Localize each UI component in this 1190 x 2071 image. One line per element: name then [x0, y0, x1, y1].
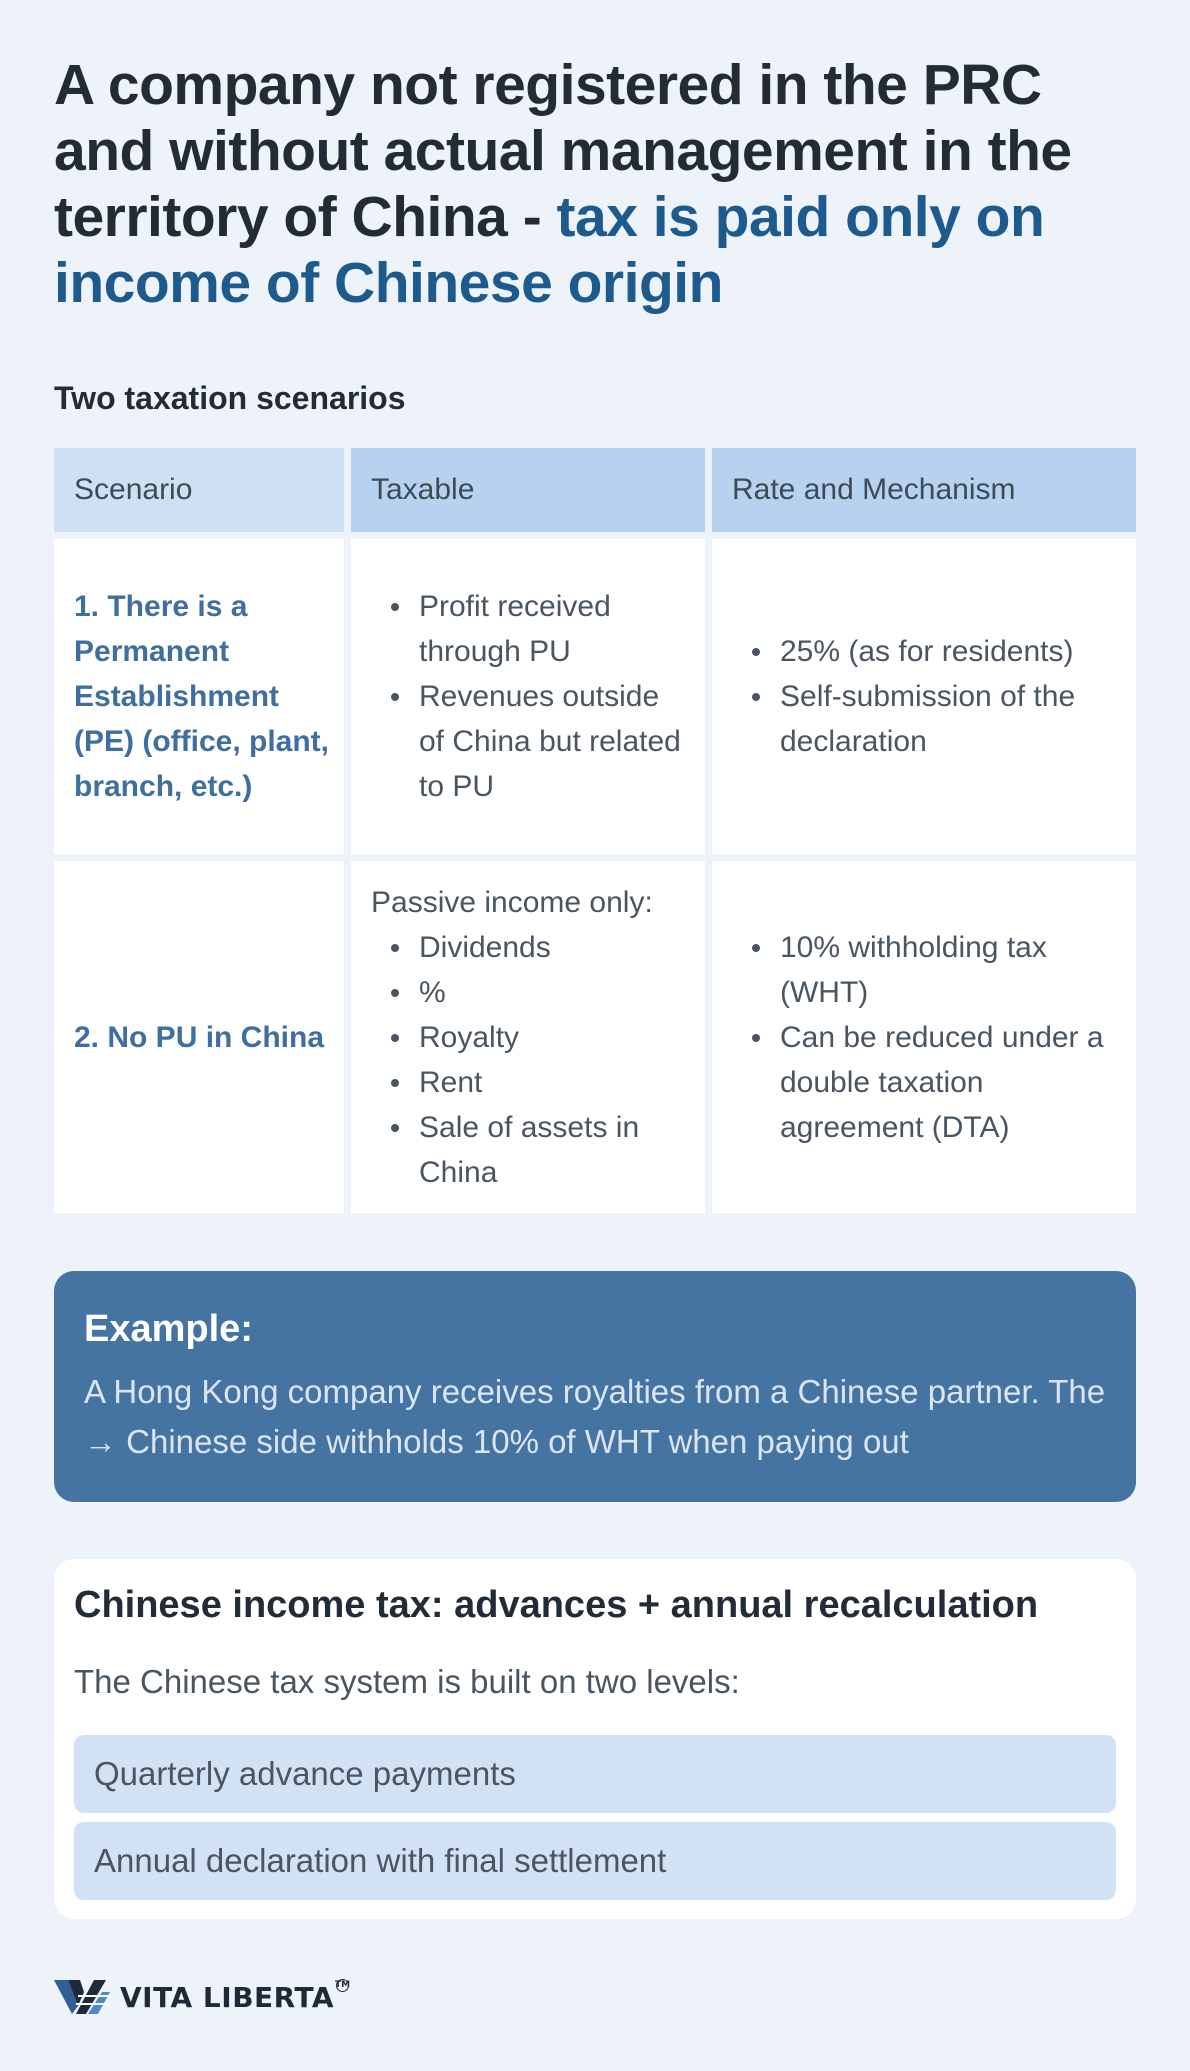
taxable-intro: Passive income only: [371, 885, 653, 919]
table-header-scenario: Scenario [54, 448, 344, 532]
brand-name: VITA LIBERTA [120, 1980, 335, 2014]
example-box [54, 1271, 1136, 1502]
rate-list [732, 629, 1118, 764]
example-heading: Example: [84, 1308, 253, 1350]
title-accent: tax is paid only on income of Chinese origin [54, 185, 1045, 315]
list-item: Royalty [371, 1015, 687, 1060]
table-cell-rate-1 [712, 539, 1136, 854]
scenarios-table [54, 448, 1136, 1213]
scenario-label: 1. There is a Permanent Establishment (PE) (office, plant, branch, etc.) [74, 590, 329, 803]
table-cell-taxable-1 [351, 539, 705, 854]
income-tax-text: The Chinese tax system is built on two levels: [74, 1663, 740, 1700]
list-item: Dividends [371, 925, 687, 970]
page-title [54, 52, 1144, 316]
taxable-list [371, 925, 687, 1195]
rate-list [732, 925, 1118, 1150]
list-item: Self-submission of the declaration [732, 674, 1118, 764]
table-cell-scenario-1 [54, 539, 344, 854]
brand-logo [54, 1976, 349, 2018]
example-text: A Hong Kong company receives royalties from a Chinese partner. The → Chinese side withholds 10% of WHT when paying out [84, 1373, 1106, 1460]
list-item: % [371, 970, 687, 1015]
trademark-mark: TM [335, 1980, 351, 1990]
table-cell-scenario-2 [54, 861, 344, 1213]
taxable-list [371, 584, 687, 809]
list-item: Sale of assets in China [371, 1105, 687, 1195]
vita-liberta-logo-icon [54, 1976, 112, 2018]
list-item: Can be reduced under a double taxation agreement (DTA) [732, 1015, 1118, 1150]
table-cell-rate-2 [712, 861, 1136, 1213]
table-header-taxable: Taxable [351, 448, 705, 532]
table-cell-taxable-2 [351, 861, 705, 1213]
list-item: Revenues outside of China but related to PU [371, 674, 687, 809]
income-tax-card [54, 1559, 1136, 1919]
income-tax-heading: Chinese income tax: advances + annual recalculation [74, 1584, 1039, 1626]
list-item: Rent [371, 1060, 687, 1105]
table-header-rate: Rate and Mechanism [712, 448, 1136, 532]
list-item: 10% withholding tax (WHT) [732, 925, 1118, 1015]
title-main: A company not registered in the PRC and without actual management in the territory of China - [54, 53, 1072, 249]
list-item: Profit received through PU [371, 584, 687, 674]
level-item-quarterly: Quarterly advance payments [74, 1735, 1116, 1813]
level-item-annual: Annual declaration with final settlement [74, 1822, 1116, 1900]
list-item: 25% (as for residents) [732, 629, 1118, 674]
scenario-label: 2. No PU in China [74, 1020, 325, 1054]
taxable-block [371, 880, 687, 1195]
section-subtitle: Two taxation scenarios [54, 380, 406, 416]
